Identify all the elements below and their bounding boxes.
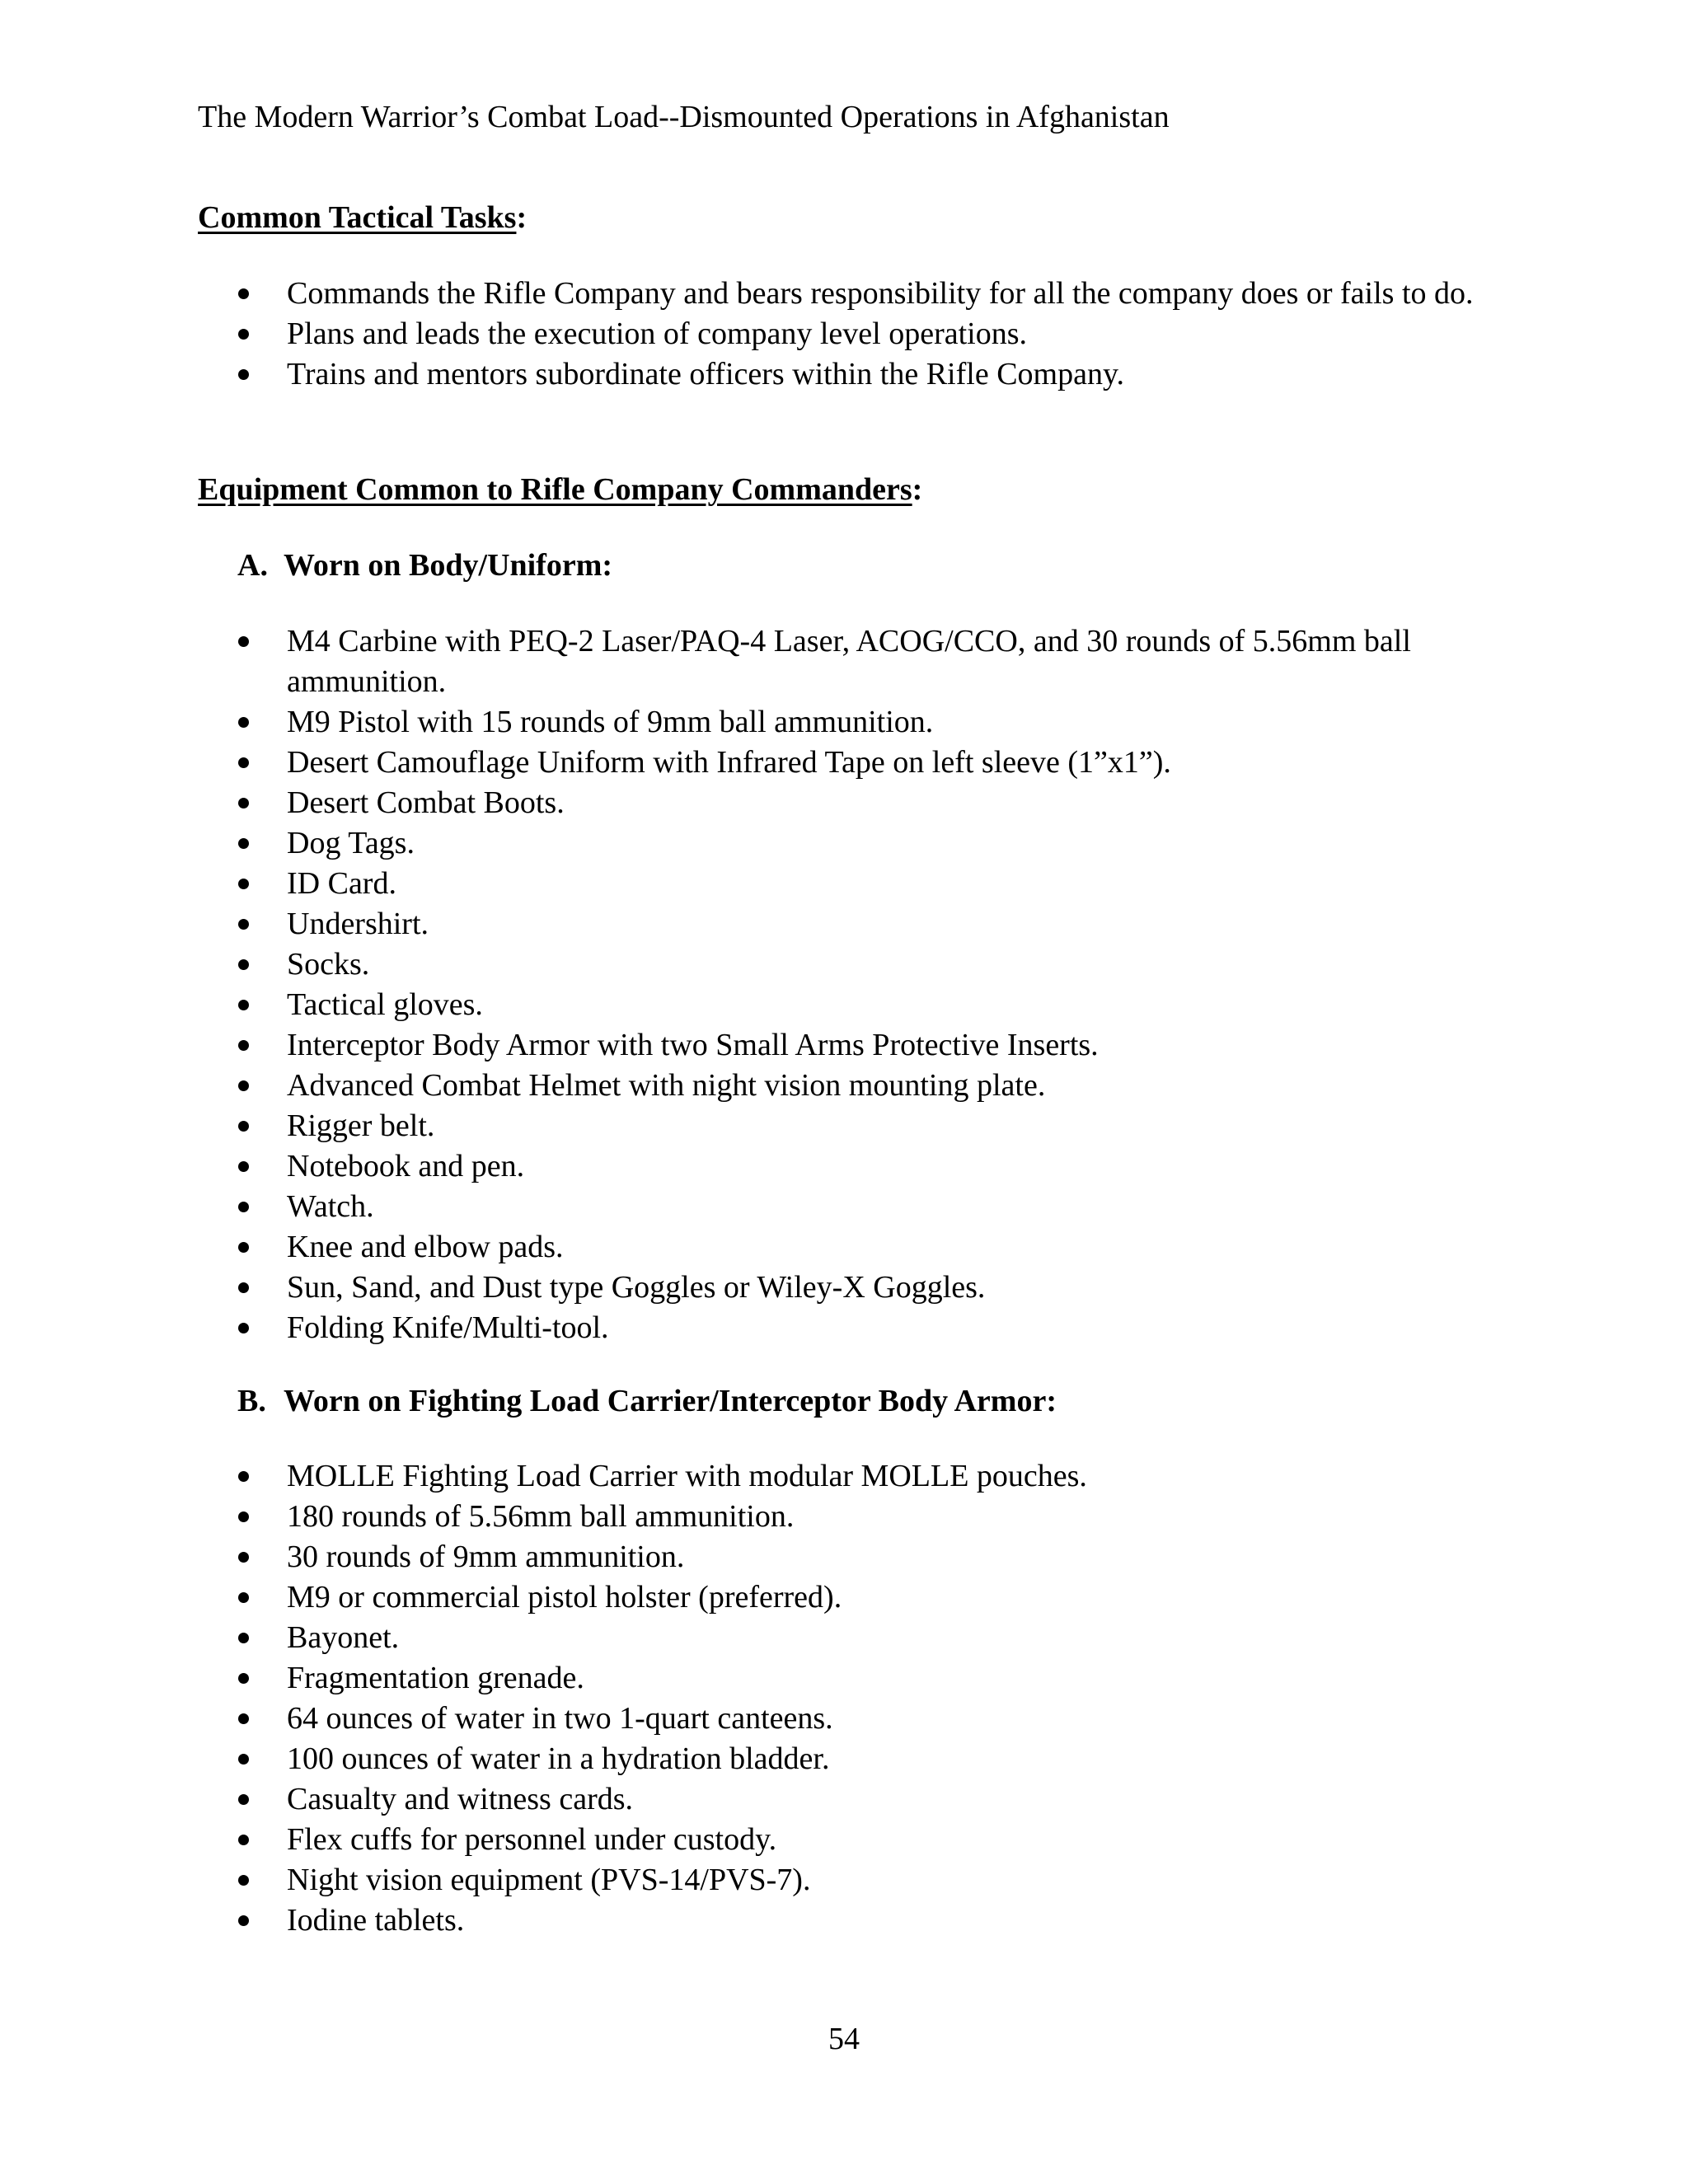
list-item-text: 30 rounds of 9mm ammunition. bbox=[287, 1540, 685, 1574]
tactical-tasks-list bbox=[0, 274, 1490, 395]
list-item-text: Folding Knife/Multi-tool. bbox=[287, 1310, 609, 1345]
list-item bbox=[0, 1268, 1490, 1308]
list-item bbox=[0, 314, 1490, 354]
bullet-icon bbox=[238, 1161, 249, 1172]
section-a-list bbox=[0, 621, 1490, 1348]
list-item-text: M4 Carbine with PEQ-2 Laser/PAQ-4 Laser, ACOG/CCO, and 30 rounds of 5.56mm ball ammunition. bbox=[287, 624, 1411, 699]
list-item bbox=[0, 944, 1490, 985]
bullet-icon bbox=[238, 798, 249, 808]
list-item-text: Desert Camouflage Uniform with Infrared Tape on left sleeve (1”x1”). bbox=[287, 745, 1171, 780]
list-item bbox=[0, 1308, 1490, 1348]
tactical-tasks-heading bbox=[198, 198, 527, 237]
list-item bbox=[0, 1066, 1490, 1106]
list-item bbox=[0, 1658, 1490, 1699]
bullet-icon bbox=[238, 757, 249, 768]
bullet-icon bbox=[238, 879, 249, 889]
bullet-icon bbox=[238, 1754, 249, 1765]
list-item bbox=[0, 354, 1490, 395]
tactical-tasks-heading-colon: : bbox=[516, 200, 528, 235]
bullet-icon bbox=[238, 1471, 249, 1482]
list-item-text: Plans and leads the execution of company level operations. bbox=[287, 316, 1028, 351]
list-item-text: M9 or commercial pistol holster (preferred). bbox=[287, 1580, 842, 1615]
list-item bbox=[0, 1900, 1490, 1941]
bullet-icon bbox=[238, 1040, 249, 1051]
list-item bbox=[0, 1146, 1490, 1187]
bullet-icon bbox=[238, 1511, 249, 1522]
list-item bbox=[0, 1739, 1490, 1779]
bullet-icon bbox=[238, 288, 249, 299]
list-item-text: ID Card. bbox=[287, 866, 396, 901]
list-item bbox=[0, 1025, 1490, 1066]
list-item-text: Notebook and pen. bbox=[287, 1149, 525, 1183]
section-b-title: Worn on Fighting Load Carrier/Interceptor Body Armor: bbox=[284, 1384, 1057, 1418]
list-item-text: Desert Combat Boots. bbox=[287, 785, 565, 820]
list-item bbox=[0, 702, 1490, 743]
list-item bbox=[0, 1860, 1490, 1900]
list-item-text: Flex cuffs for personnel under custody. bbox=[287, 1822, 777, 1857]
bullet-icon bbox=[238, 838, 249, 849]
list-item-text: Advanced Combat Helmet with night vision mounting plate. bbox=[287, 1068, 1046, 1103]
list-item bbox=[0, 1820, 1490, 1860]
list-item bbox=[0, 904, 1490, 944]
list-item bbox=[0, 1699, 1490, 1739]
bullet-icon bbox=[238, 329, 249, 340]
bullet-icon bbox=[238, 1794, 249, 1805]
list-item-text: Casualty and witness cards. bbox=[287, 1782, 634, 1816]
section-a-title: Worn on Body/Uniform: bbox=[284, 548, 613, 583]
list-item-text: Tactical gloves. bbox=[287, 987, 483, 1022]
running-header: The Modern Warrior’s Combat Load--Dismounted Operations in Afghanistan bbox=[198, 100, 1170, 134]
list-item-text: Socks. bbox=[287, 947, 370, 982]
bullet-icon bbox=[238, 1875, 249, 1886]
bullet-icon bbox=[238, 1673, 249, 1684]
bullet-icon bbox=[238, 1592, 249, 1603]
bullet-icon bbox=[238, 1080, 249, 1091]
list-item-text: Interceptor Body Armor with two Small Arms Protective Inserts. bbox=[287, 1028, 1099, 1062]
list-item-text: Bayonet. bbox=[287, 1620, 400, 1655]
list-item-text: 100 ounces of water in a hydration bladder. bbox=[287, 1741, 830, 1776]
list-item bbox=[0, 1456, 1490, 1497]
page-number: 54 bbox=[828, 2022, 860, 2056]
bullet-icon bbox=[238, 1552, 249, 1563]
bullet-icon bbox=[238, 1713, 249, 1724]
bullet-icon bbox=[238, 919, 249, 930]
bullet-icon bbox=[238, 1000, 249, 1010]
list-item bbox=[0, 1187, 1490, 1227]
list-item-text: Dog Tags. bbox=[287, 826, 415, 860]
section-b-list bbox=[0, 1456, 1490, 1941]
list-item-text: Rigger belt. bbox=[287, 1108, 435, 1143]
section-b-heading bbox=[237, 1381, 1057, 1421]
equipment-heading bbox=[198, 470, 922, 509]
bullet-icon bbox=[238, 1915, 249, 1926]
list-item bbox=[0, 1227, 1490, 1268]
list-item bbox=[0, 743, 1490, 783]
list-item-text: 180 rounds of 5.56mm ball ammunition. bbox=[287, 1499, 795, 1534]
bullet-icon bbox=[238, 1202, 249, 1212]
list-item-text: Trains and mentors subordinate officers within the Rifle Company. bbox=[287, 357, 1124, 391]
list-item bbox=[0, 621, 1490, 702]
list-item bbox=[0, 1618, 1490, 1658]
bullet-icon bbox=[238, 1121, 249, 1132]
list-item-text: Fragmentation grenade. bbox=[287, 1661, 584, 1695]
bullet-icon bbox=[238, 1835, 249, 1845]
bullet-icon bbox=[238, 959, 249, 970]
list-item bbox=[0, 864, 1490, 904]
section-a-heading bbox=[237, 546, 612, 585]
list-item-text: MOLLE Fighting Load Carrier with modular MOLLE pouches. bbox=[287, 1459, 1087, 1493]
bullet-icon bbox=[238, 1323, 249, 1333]
list-item bbox=[0, 985, 1490, 1025]
equipment-heading-colon: : bbox=[912, 472, 923, 507]
list-item-text: Sun, Sand, and Dust type Goggles or Wiley-X Goggles. bbox=[287, 1270, 986, 1305]
list-item bbox=[0, 1779, 1490, 1820]
list-item bbox=[0, 783, 1490, 823]
list-item bbox=[0, 1577, 1490, 1618]
list-item-text: Night vision equipment (PVS-14/PVS-7). bbox=[287, 1863, 811, 1897]
list-item bbox=[0, 1537, 1490, 1577]
bullet-icon bbox=[238, 717, 249, 728]
list-item bbox=[0, 823, 1490, 864]
list-item bbox=[0, 1106, 1490, 1146]
list-item bbox=[0, 1497, 1490, 1537]
list-item-text: Iodine tablets. bbox=[287, 1903, 465, 1938]
equipment-heading-text: Equipment Common to Rifle Company Commanders bbox=[198, 472, 912, 507]
section-b-letter: B. bbox=[237, 1384, 266, 1418]
section-a-letter: A. bbox=[237, 548, 268, 583]
list-item bbox=[0, 274, 1490, 314]
bullet-icon bbox=[238, 369, 249, 380]
bullet-icon bbox=[238, 1282, 249, 1293]
tactical-tasks-heading-text: Common Tactical Tasks bbox=[198, 200, 517, 235]
list-item-text: Commands the Rifle Company and bears responsibility for all the company does or fails to do. bbox=[287, 276, 1474, 311]
bullet-icon bbox=[238, 1242, 249, 1253]
list-item-text: Undershirt. bbox=[287, 907, 429, 941]
list-item-text: Watch. bbox=[287, 1189, 374, 1224]
bullet-icon bbox=[238, 1633, 249, 1643]
list-item-text: Knee and elbow pads. bbox=[287, 1230, 564, 1264]
bullet-icon bbox=[238, 636, 249, 647]
list-item-text: 64 ounces of water in two 1-quart canteens. bbox=[287, 1701, 833, 1736]
list-item-text: M9 Pistol with 15 rounds of 9mm ball ammunition. bbox=[287, 705, 934, 739]
